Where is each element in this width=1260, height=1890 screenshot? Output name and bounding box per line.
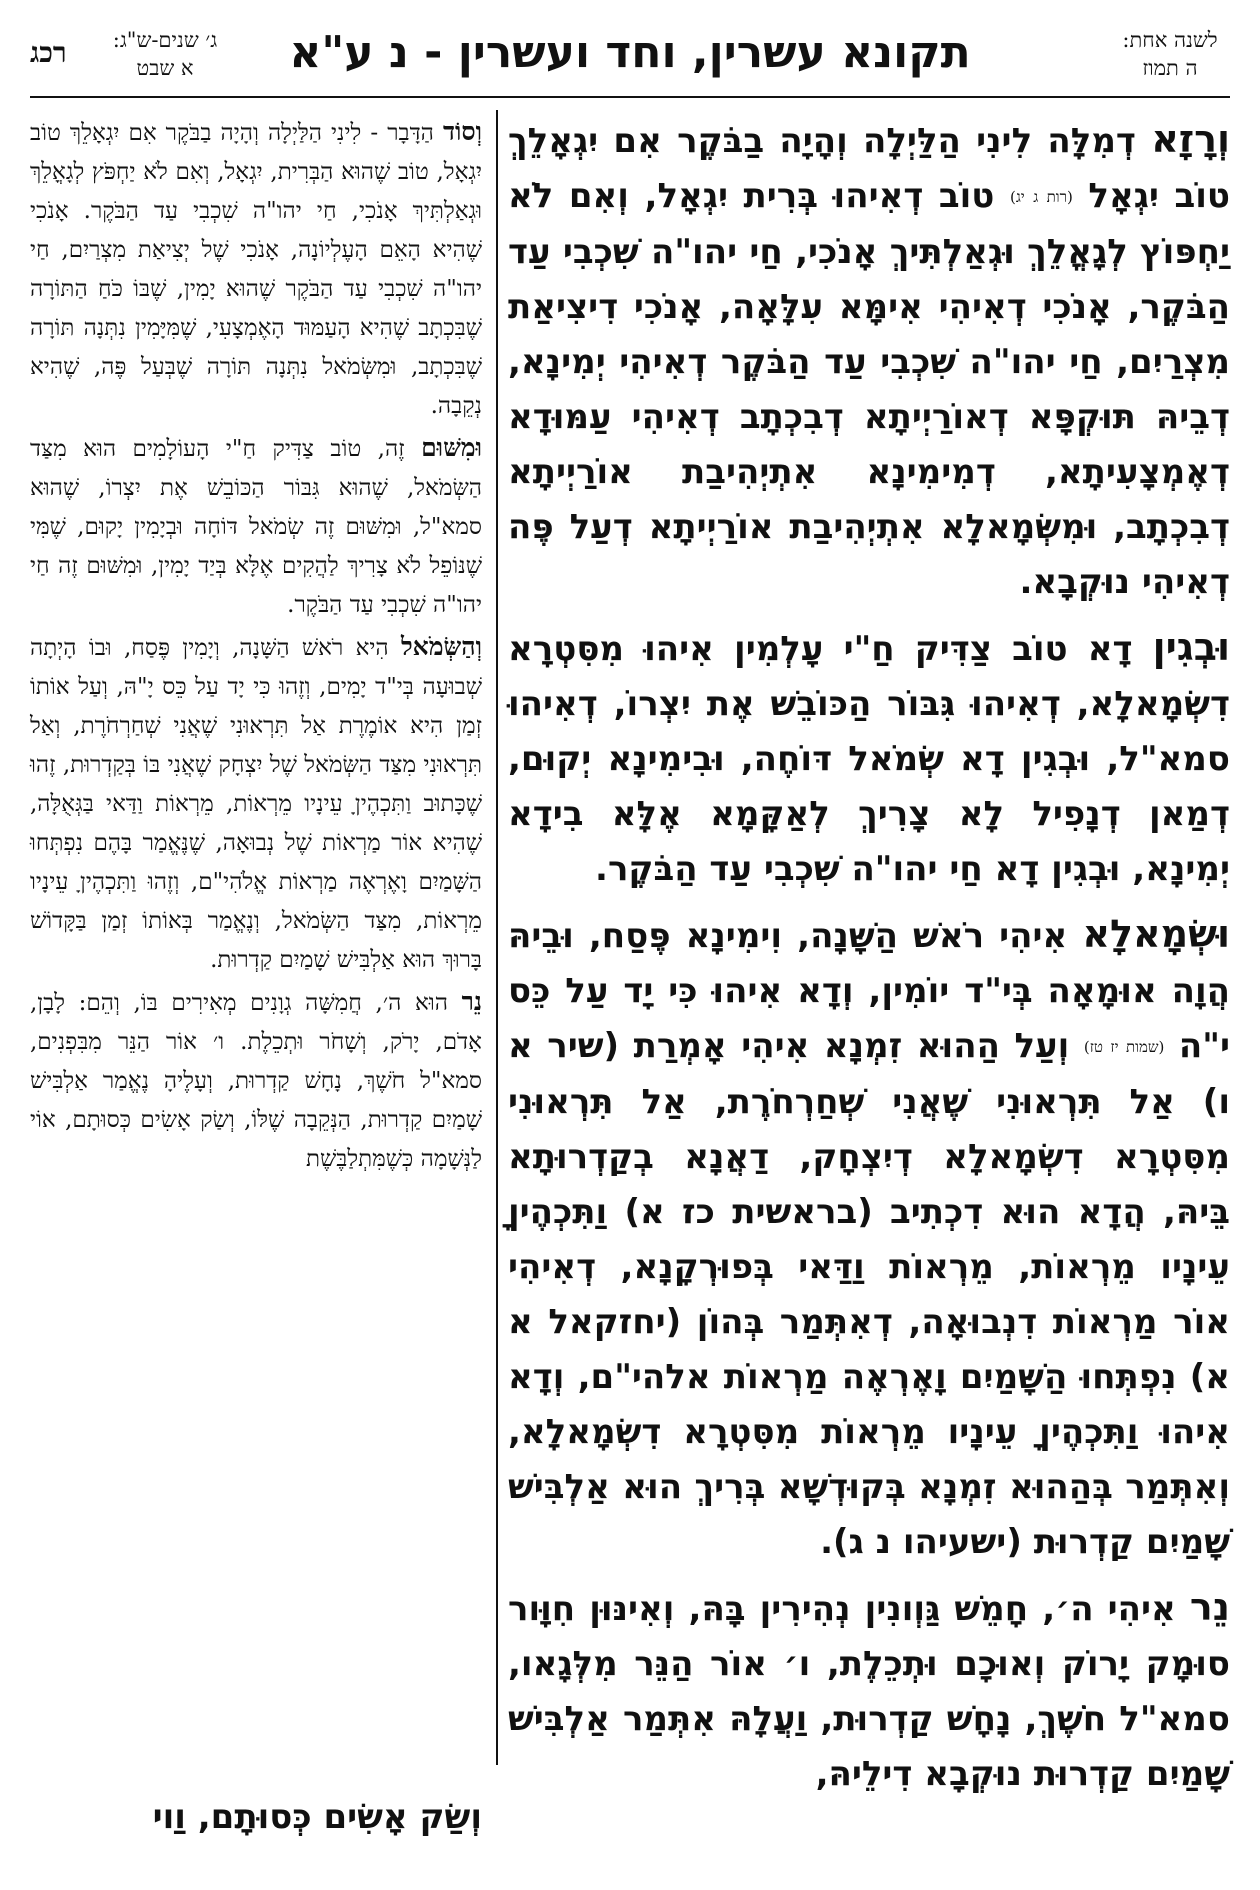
page: [30, 22, 1230, 1867]
paragraph-lead-word: וּשְׂמָאלָא: [1082, 912, 1230, 956]
paragraph-lead-word: וְסוֹד: [442, 117, 482, 146]
main-paragraph: [508, 907, 1230, 1570]
schedule-label: לשנה אחת:: [1122, 28, 1218, 52]
paragraph-text: טוֹב דְאִיהוּ בְּרִית יִגְאָל, וְאִם לֹא יַחְפּוֹץ לְגָאֳלֵךְ וּגְאַלְתִּיךְ אָנֹכִי, חַי יהו"ה שִׁכְבִי עַד הַבֹּקֶר, אָנֹכִי דְאִיהִי אִימָּא עִלָּאָה, אָנֹכִי דִיצִיאַת מִצְרַיִם, חַי יהו"ה שִׁכְבִי עַד הַבֹּקֶר דְאִיהִי יְמִינָא, דְבֵיהּ תּוּקְפָּא דְאוֹרַיְיתָא דְבִכְתָב דְאִיהִי עַמּוּדָא דְאֶמְצָעִיתָא, דְמִימִינָא אִתְיְהִיבַת אוֹרַיְיתָא דְבִכְתָב, וּמִשְּׂמָאלָא אִתְיְהִיבַת אוֹרַיְיתָא דְעַל פֶּה דְאִיהִי נוּקְבָא.: [508, 176, 1230, 602]
paragraph-text: אִיהִי ה׳, חָמֵשׁ גַּוְונִין נְהִירִין בָּהּ, וְאִינּוּן חִוָּור סוּמָק יָרוֹק וְאוּכָם וּתְכֵלֶת, ו׳ אוֹר הַנֵּר מִלְּגָאו, סמא"ל חֹשֶׁךְ, נָחָשׁ קַדְרוּת, וַעֲלָהּ אִתְּמַר אַלְבִּישׁ שָׁמַיִם קַדְרוּת נוּקְבָא דִילֵיהּ,: [508, 1589, 1230, 1794]
paragraph-text: וְעַל הַהוּא זִמְנָא אִיהִי אָמְרַת (שיר א ו) אַל תִּרְאוּנִי שֶׁאֲנִי שְׁחַרְחֹרֶת, אַל תִּרְאוּנִי מִסִּטְרָא דִשְׂמָאלָא דְיִצְחָק, דַאֲנָא בְקַדְרוּתָא בֵּיהּ, הֲדָא הוּא דִכְתִיב (בראשית כז א) וַתִּכְהֶיןָ עֵינָיו מֵרְאוֹת, מֵרְאוֹת וַדַּאי בְּפוּרְקָנָא, דְאִיהִי אוֹר מַרְאוֹת דִנְבוּאָה, דְאִתְּמַר בְּהוֹן (יחזקאל א א) נִפְתְּחוּ הַשָּׁמַיִם וָאֶרְאֶה מַרְאוֹת אלהי"ם, וְדָא אִיהוּ וַתִּכְהֶיןָ עֵינָיו מֵרְאוֹת מִסִּטְרָא דִשְׂמָאלָא, וְאִתְּמַר בְּהַהוּא זִמְנָא בְּקוּדְשָׁא בְּרִיךְ הוּא אַלְבִּישׁ שָׁמַיִם קַדְרוּת (ישעיהו נ ג).: [508, 1026, 1230, 1562]
main-paragraph: [508, 620, 1230, 897]
paragraph-lead-word: נֵר: [1189, 1585, 1230, 1629]
paragraph-lead-word: וְהַשְּׂמֹאל: [400, 632, 483, 661]
schedule-label: ג׳ שנים-ש"ג:: [112, 28, 218, 52]
translation-paragraph: [30, 627, 482, 980]
paragraph-text: דְמִלָּה לִינִי הַלַּיְלָה וְהָיָה בַבֹּקֶר אִם יִגְאָלֵךְ טוֹב יִגְאָל: [508, 121, 1231, 216]
main-text-column: [508, 112, 1231, 1794]
paragraph-lead-word: נֵר: [461, 987, 482, 1016]
header-divider: [30, 96, 1230, 98]
paragraph-text: הַדָּבָר - לִינִי הַלַּיְלָה וְהָיָה בַבֹּקֶר אִם יִגְאָלֵךְ טוֹב יִגְאָל, טוֹב שֶׁהוּא הַבְּרִית, יִגְאָל, וְאִם לֹא יַחְפֹּץ לְגָאֳלֵךְ וּגְאַלְתִּיךְ אָנֹכִי, חַי יהו"ה שִׁכְבִי עַד הַבֹּקֶר. אָנֹכִי שֶׁהִיא הָאֵם הָעֶלְיוֹנָה, אָנֹכִי שֶׁל יְצִיאַת מִצְרַיִם, חַי יהו"ה שִׁכְבִי עַד הַבֹּקֶר שֶׁהוּא יָמִין, שֶׁבּוֹ כֹּחַ הַתּוֹרָה שֶׁבִּכְתָב שֶׁהִיא הָעַמּוּד הָאֶמְצָעִי, שֶׁמִּיָּמִין נִתְּנָה תּוֹרָה שֶׁבִּכְתָב, וּמִשְּׂמֹאל נִתְּנָה תּוֹרָה שֶׁבְּעַל פֶּה, שֶׁהִיא נְקֵבָה.: [30, 120, 482, 419]
translation-paragraph: [30, 428, 482, 625]
schedule-date: ה תמוז: [1142, 56, 1198, 80]
page-number: רכג: [30, 36, 67, 69]
translation-paragraph: [30, 112, 482, 426]
paragraph-text: זֶה, טוֹב צַדִּיק חַ"י הָעוֹלָמִים הוּא מִצַּד הַשְּׂמֹאל, שֶׁהוּא גִּבּוֹר הַכּוֹבֵשׁ אֶת יִצְרוֹ, שֶׁהוּא סמא"ל, וּמִשּׁוּם זֶה שְׂמֹאל דּוֹחָה וּבְיָמִין יָקוּם, שֶׁמִּי שֶׁנּוֹפֵל לֹא צָרִיךְ לַהֲקִים אֶלָּא בְּיַד יָמִין, וּמִשּׁוּם זֶה חַי יהו"ה שִׁכְבִי עַד הַבֹּקֶר.: [30, 436, 482, 618]
paragraph-lead-word: וּבְגִין: [1152, 625, 1230, 669]
column-divider: [496, 110, 498, 1765]
translation-column: [30, 112, 482, 1762]
page-header: [30, 22, 1230, 102]
translation-paragraph: [30, 982, 482, 1179]
reading-schedule-one-year: [1110, 26, 1230, 82]
paragraph-text: דָא טוֹב צַדִּיק חַ"י עָלְמִין אִיהוּ מִסִּטְרָא דִשְׂמָאלָא, דְאִיהוּ גִּבּוֹר הַכּוֹבֵשׁ אֶת יִצְרוֹ, דְאִיהוּ סמא"ל, וּבְגִין דָא שְׂמֹאל דּוֹחֶה, וּבִימִינָא יְקוּם, דְמַאן דְנָפִיל לָא צָרִיךְ לְאַקָּמָא אֶלָּא בִידָא יְמִינָא, וּבְגִין דָא חַי יהו"ה שִׁכְבִי עַד הַבֹּקֶר.: [508, 629, 1230, 889]
paragraph-text: הִיא רֹאשׁ הַשָּׁנָה, וְיָמִין פֶּסַח, וּבוֹ הָיְתָה שְׁבוּעָה בְּי"ד יָמִים, וְזֶהוּ כִּי יָד עַל כֵּס יָ"הּ, וְעַל אוֹתוֹ זְמַן הִיא אוֹמֶרֶת אַל תִּרְאוּנִי שֶׁאֲנִי שְׁחַרְחֹרֶת, וְאַל תִּרְאוּנִי מִצַּד הַשְּׂמֹאל שֶׁל יִצְחָק שֶׁאֲנִי בּוֹ בְּקַדְרוּת, זֶהוּ שֶׁכָּתוּב וַתִּכְהֶיןָ עֵינָיו מֵרְאוֹת, מֵרְאוֹת וַדַּאי בַּגְּאֻלָּה, שֶׁהִיא אוֹר מַרְאוֹת שֶׁל נְבוּאָה, שֶׁנֶּאֱמַר בָּהֶם נִפְתְּחוּ הַשָּׁמַיִם וָאֶרְאֶה מַרְאוֹת אֱלֹהִי"ם, וְזֶהוּ וַתִּכְהֶיןָ עֵינָיו מֵרְאוֹת, מִצַּד הַשְּׂמֹאל, וְנֶאֱמַר בְּאוֹתוֹ זְמַן בַּקָּדוֹשׁ בָּרוּךְ הוּא אַלְבִּישׁ שָׁמַיִם קַדְרוּת.: [30, 635, 482, 973]
page-title: תקונא עשרין, וחד ועשרין - נ ע"א: [289, 27, 971, 78]
paragraph-text: אִיהִי רֹאשׁ הַשָּׁנָה, וִימִינָא פֶּסַח, וּבֵיהּ הֲוָה אוּמָאָה בְּי"ד יוֹמִין, וְדָא אִיהוּ כִּי יָד עַל כֵּס י"ה: [508, 916, 1230, 1066]
main-paragraph: [508, 112, 1230, 610]
verse-reference: (שמות יז טז): [1083, 1038, 1165, 1056]
paragraph-lead-word: וּמִשּׁוּם: [421, 433, 482, 462]
verse-reference: (רות ג יג): [1009, 188, 1073, 206]
catchword-next-page: וְשַׂק אָשִׂים כְּסוּתָם, וַוי: [152, 1797, 482, 1837]
paragraph-text: הוּא ה׳, חֲמִשָּׁה גְוָנִים מְאִירִים בּוֹ, וְהֵם: לָבָן, אָדֹם, יָרֹק, וְשָׁחֹר וּתְכֵלֶת. ו׳ אוֹר הַנֵּר מִבִּפְנִים, סמא"ל חֹשֶׁךְ, נָחָשׁ קַדְרוּת, וְעָלֶיהָ נֶאֱמַר אַלְבִּישׁ שָׁמַיִם קַדְרוּת, הַנְּקֵבָה שֶׁלּוֹ, וְשַׂק אָשִׂים כְּסוּתָם, אוֹי לַנְּשָׁמָה כְּשֶׁמִּתְלַבֶּשֶׁת: [30, 990, 482, 1172]
reading-schedule-three-year: [100, 26, 230, 82]
paragraph-lead-word: וְרָזָא: [1151, 117, 1230, 161]
main-paragraph: [508, 1580, 1230, 1802]
schedule-date: א שבט: [136, 56, 194, 80]
